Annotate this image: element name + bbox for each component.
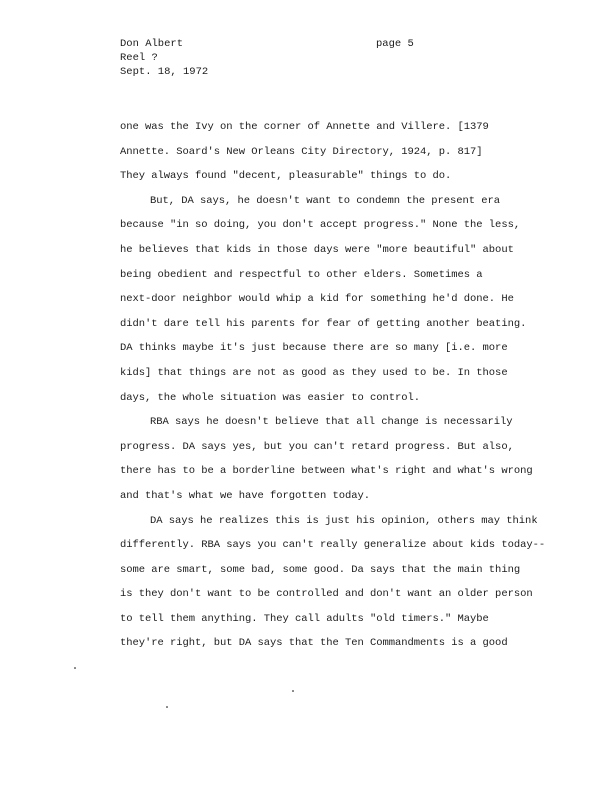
- paragraph-start-line: DA says he realizes this is just his opinion, others may think: [150, 514, 538, 527]
- body-line: to tell them anything. They call adults "old timers." Maybe: [120, 612, 489, 625]
- body-line: there has to be a borderline between what's right and what's wrong: [120, 465, 533, 478]
- body-line: kids] that things are not as good as they used to be. In those: [120, 366, 508, 379]
- page-number: page 5: [376, 38, 414, 50]
- scan-speck: [166, 706, 168, 708]
- body-line: differently. RBA says you can't really generalize about kids today--: [120, 539, 546, 552]
- transcript-header: [120, 37, 208, 79]
- body-line: DA thinks maybe it's just because there are so many [i.e. more: [120, 342, 508, 355]
- body-line: because "in so doing, you don't accept progress." None the less,: [120, 219, 521, 232]
- transcript-body: [120, 120, 546, 661]
- body-line: days, the whole situation was easier to control.: [120, 391, 421, 404]
- body-line: they're right, but DA says that the Ten Commandments is a good: [120, 637, 508, 650]
- body-line: one was the Ivy on the corner of Annette and Villere. [1379: [120, 121, 489, 133]
- reel-label: Reel ?: [120, 52, 158, 64]
- body-line: is they don't want to be controlled and don't want an older person: [120, 588, 533, 601]
- body-line: and that's what we have forgotten today.: [120, 489, 371, 502]
- body-line: didn't dare tell his parents for fear of getting another beating.: [120, 317, 527, 330]
- body-line: progress. DA says yes, but you can't retard progress. But also,: [120, 440, 514, 453]
- body-line: he believes that kids in those days were "more beautiful" about: [120, 243, 514, 256]
- body-line: being obedient and respectful to other elders. Sometimes a: [120, 268, 483, 281]
- interview-date: Sept. 18, 1972: [120, 66, 209, 78]
- paragraph-start-line: But, DA says, he doesn't want to condemn the present era: [150, 194, 501, 207]
- body-line: Annette. Soard's New Orleans City Directory, 1924, p. 817]: [120, 145, 483, 158]
- body-line: some are smart, some bad, some good. Da says that the main thing: [120, 563, 521, 576]
- paragraph-start-line: RBA says he doesn't believe that all change is necessarily: [150, 416, 513, 429]
- body-line: They always found "decent, pleasurable" things to do.: [120, 170, 452, 183]
- scan-speck: [292, 690, 294, 692]
- body-line: next-door neighbor would whip a kid for something he'd done. He: [120, 293, 514, 306]
- scan-speck: [74, 667, 76, 669]
- interviewee-name: Don Albert: [120, 38, 184, 50]
